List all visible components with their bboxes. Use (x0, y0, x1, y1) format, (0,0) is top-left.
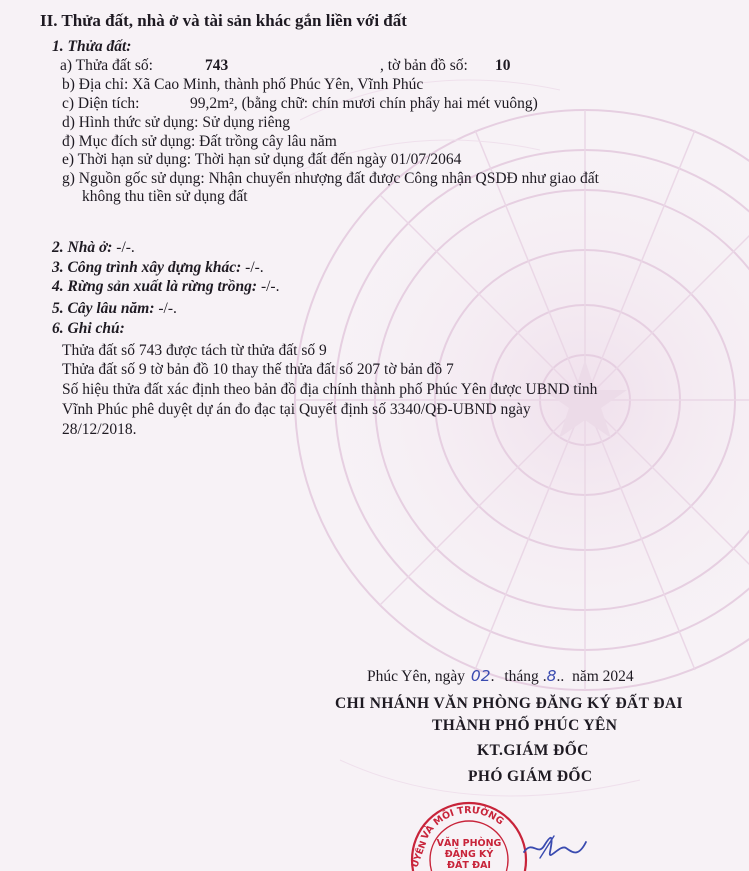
stamp-arc-text: VÀ MÔI TRƯỜNG (419, 804, 506, 842)
house-row (52, 239, 135, 257)
date-month-label: tháng (504, 668, 539, 685)
org-line-2: THÀNH PHỐ PHÚC YÊN (432, 717, 618, 734)
use-form-line: d) Hình thức sử dụng: Sử dụng riêng (62, 114, 290, 131)
house-label: 2. Nhà ở: (52, 239, 113, 256)
origin-line-2: không thu tiền sử dụng đất (82, 188, 248, 205)
stamp-line-1: VĂN PHÒNG (436, 838, 502, 849)
svg-text:VÀ MÔI TRƯỜNG (419, 805, 505, 842)
note-line-2: Thửa đất số 9 tờ bản đồ 10 thay thế thửa đất số 207 tờ bản đồ 7 (62, 361, 454, 378)
date-month: 8 (546, 667, 557, 685)
signer-title: PHÓ GIÁM ĐỐC (468, 768, 593, 785)
area-row (62, 95, 662, 113)
map-label: , tờ bản đồ số: (380, 57, 468, 74)
land-heading: 1. Thửa đất: (52, 38, 132, 55)
map-number: 10 (495, 57, 511, 74)
for-title: KT.GIÁM ĐỐC (477, 742, 589, 759)
forest-value: -/-. (257, 278, 280, 295)
perennial-value: -/-. (154, 300, 177, 317)
construction-row (52, 259, 264, 277)
parcel-label: a) Thửa đất số: (60, 57, 153, 74)
forest-row (52, 278, 279, 296)
construction-value: -/-. (241, 259, 264, 276)
stamp-line-2: ĐĂNG KÝ (444, 849, 494, 860)
notes-heading: 6. Ghi chú: (52, 320, 125, 337)
house-value: -/-. (112, 239, 135, 256)
purpose-line: đ) Mục đích sử dụng: Đất trồng cây lâu năm (62, 133, 337, 150)
area-value: 99,2m², (bằng chữ: chín mươi chín phẩy hai mét vuông) (190, 95, 538, 112)
stamp-line-3: ĐẤT ĐAI (447, 860, 491, 871)
parcel-row (60, 57, 620, 75)
address-line: b) Địa chỉ: Xã Cao Minh, thành phố Phúc Yên, Vĩnh Phúc (62, 76, 424, 93)
note-line-1: Thửa đất số 743 được tách từ thửa đất số 9 (62, 342, 327, 359)
date-place: Phúc Yên, ngày (367, 668, 466, 685)
office-stamp (408, 798, 530, 871)
date-year: năm 2024 (572, 668, 634, 685)
area-label: c) Diện tích: (62, 95, 140, 112)
term-line: e) Thời hạn sử dụng: Thời hạn sử dụng đất đến ngày 01/07/2064 (62, 151, 462, 168)
note-line-5: 28/12/2018. (62, 421, 137, 438)
note-line-4: Vĩnh Phúc phê duyệt dự án đo đạc tại Quyết định số 3340/QĐ-UBND ngày (62, 401, 531, 418)
construction-label: 3. Công trình xây dựng khác: (52, 259, 242, 276)
perennial-row (52, 300, 177, 318)
section-title: II. Thửa đất, nhà ở và tài sản khác gắn liền với đất (40, 11, 407, 30)
date-line: Phúc Yên, ngày 02. tháng .8.. năm 2024 (367, 667, 634, 685)
org-line-1: CHI NHÁNH VĂN PHÒNG ĐĂNG KÝ ĐẤT ĐAI (335, 695, 683, 712)
origin-line-1: g) Nguồn gốc sử dụng: Nhận chuyển nhượng đất được Công nhận QSDĐ như giao đất (62, 170, 599, 187)
perennial-label: 5. Cây lâu năm: (52, 300, 155, 317)
date-day: 02 (470, 667, 491, 685)
note-line-3: Số hiệu thửa đất xác định theo bản đồ địa chính thành phố Phúc Yên được UBND tỉnh (62, 381, 598, 398)
stamp-left-text: UYÊN (410, 839, 430, 870)
handwritten-signature (520, 822, 590, 867)
forest-label: 4. Rừng sản xuất là rừng trồng: (52, 278, 258, 295)
parcel-number: 743 (205, 57, 229, 74)
